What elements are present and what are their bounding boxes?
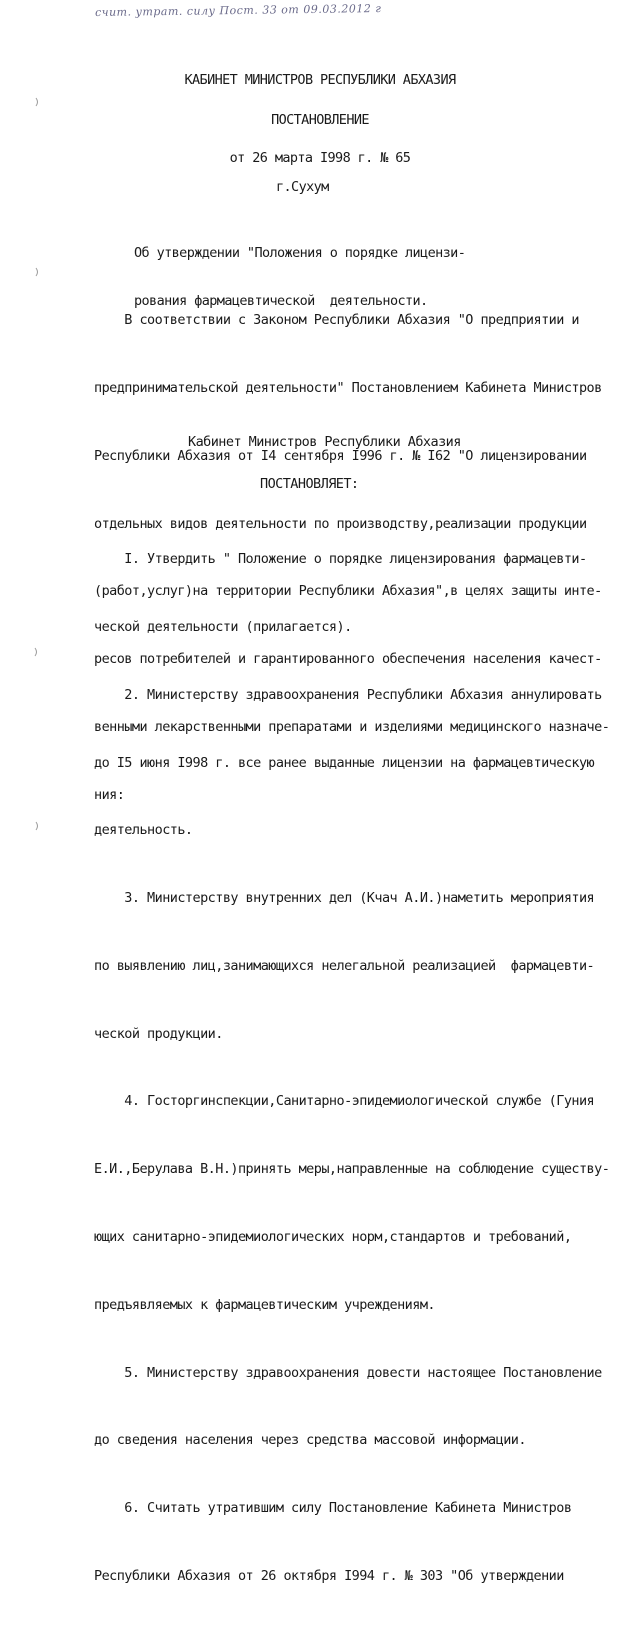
subject-line: Об утверждении "Положения о порядке лицензи- (134, 245, 466, 261)
item-line: ческой продукции. (94, 1025, 223, 1042)
preamble-line: ресов потребителей и гарантированного обеспечения населения качест- (94, 651, 602, 668)
document-type: ПОСТАНОВЛЕНИЕ (271, 112, 369, 128)
item-line: 6. Считать утратившим силу Постановление Кабинета Министров (94, 1500, 572, 1517)
item-line: 3. Министерству внутренних дел (Кчач А.И.)наметить мероприятия (94, 890, 595, 907)
punch-hole-mark (36, 98, 38, 106)
item-line: деятельность. (94, 822, 193, 839)
organization-title: КАБИНЕТ МИНИСТРОВ РЕСПУБЛИКИ АБХАЗИЯ (184, 72, 456, 88)
preamble-line: В соответствии с Законом Республики Абхазия "О предприятии и (94, 312, 579, 329)
item-line: до сведения населения через средства массовой информации. (94, 1432, 526, 1449)
item-line: 5. Министерству здравоохранения довести настоящее Постановление (94, 1364, 602, 1381)
subject-line: рования фармацевтической деятельности. (134, 293, 428, 309)
preamble-line: Республики Абхазия от I4 сентября I996 г. № I62 "О лицензировании (94, 447, 587, 464)
item-line: предъявляемых к фармацевтическим учреждениям. (94, 1296, 435, 1313)
date-and-number: от 26 марта I998 г. № 65 (229, 150, 411, 166)
item-line: Республики Абхазия от 26 октября I994 г. № 303 "Об утверждении (94, 1567, 564, 1584)
item-line: 2. Министерству здравоохранения Республики Абхазия аннулировать (94, 686, 602, 703)
preamble-line: предпринимательской деятельности" Постановлением Кабинета Министров (94, 379, 602, 396)
punch-hole-mark (35, 648, 37, 656)
preamble-line: венными лекарственными препаратами и изделиями медицинского назначе- (94, 718, 610, 735)
preamble-line: ния: (94, 786, 125, 803)
item-line: до I5 июня I998 г. все ранее выданные лицензии на фармацевтическую (94, 754, 595, 771)
handwritten-annotation: счит. утрат. силу Пост. 33 от 09.03.2012 г (94, 2, 382, 19)
item-line: ющих санитарно-эпидемиологических норм,стандартов и требований, (94, 1229, 572, 1245)
decrees-heading: ПОСТАНОВЛЯЕТ: (260, 476, 359, 492)
item-line: по выявлению лиц,занимающихся нелегальной реализацией фармацевти- (94, 957, 595, 974)
preamble-line: (работ,услуг)на территории Республики Абхазия",в целях защиты инте- (94, 583, 602, 600)
city: г.Сухум (276, 179, 329, 195)
preamble-line: отдельных видов деятельности по производству,реализации продукции (94, 515, 587, 532)
item-line: Е.И.,Берулава В.Н.)принять меры,направленные на соблюдение существу- (94, 1161, 610, 1178)
punch-hole-mark (36, 268, 38, 276)
enacting-body: Кабинет Министров Республики Абхазия (188, 434, 461, 450)
punch-hole-mark (36, 822, 38, 830)
item-line: I. Утвердить " Положение о порядке лицензирования фармацевти- (94, 551, 587, 568)
item-line: ческой деятельности (прилагается). (94, 618, 352, 635)
item-line: 4. Госторгинспекции,Санитарно-эпидемиологической службе (Гуния (94, 1093, 595, 1110)
